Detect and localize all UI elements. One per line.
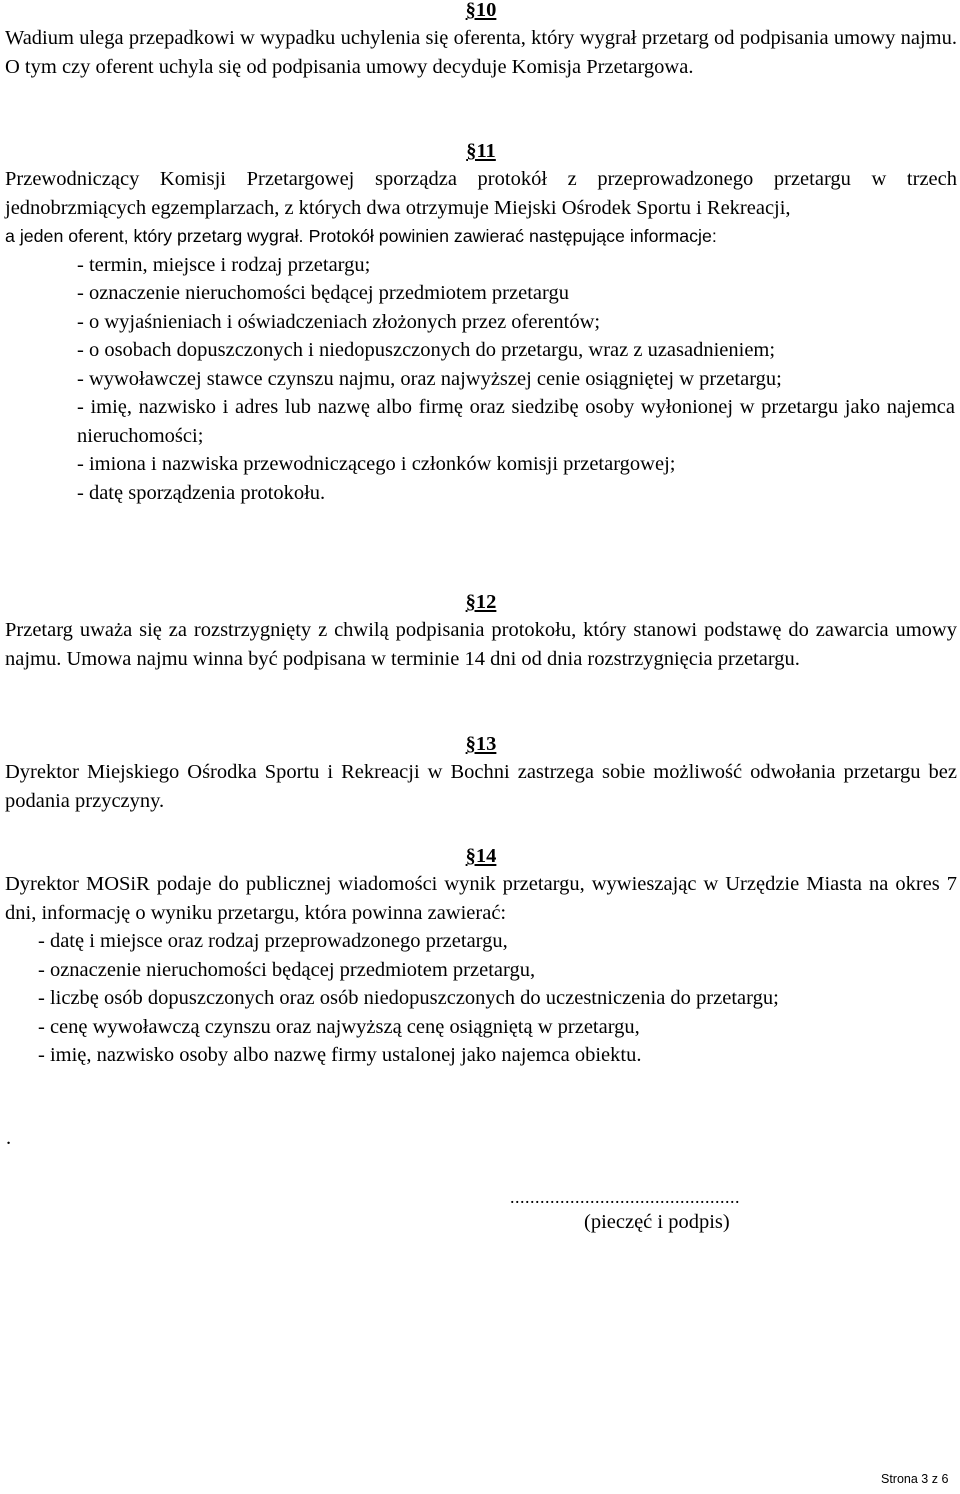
list-item: - termin, miejsce i rodzaj przetargu; — [77, 253, 371, 276]
list-item: - datę i miejsce oraz rodzaj przeprowadzonego przetargu, — [38, 930, 508, 952]
list-item: - oznaczenie nieruchomości będącej przedmiotem przetargu, — [38, 958, 536, 981]
section-heading: §10 — [465, 0, 497, 21]
list-item: - imię, nazwisko i adres lub nazwę albo firmę oraz siedzibę osoby wyłonionej w przetargu jako najemca nieruchomości; — [77, 396, 955, 447]
section-text: Przetarg uważa się za rozstrzygnięty z chwilą podpisania protokołu, który stanowi podstawę do zawarcia umowy najmu. Umowa najmu winna być podpisana w terminie 14 dni od dnia rozstrzygnięcia przetargu. — [5, 619, 957, 670]
section-text: Dyrektor MOSiR podaje do publicznej wiadomości wynik przetargu, wywieszając w Urzędzie Miasta na okres 7 dni, informację o wyniku przetargu, która powinna zawierać: — [5, 873, 957, 924]
section-10 — [5, 0, 957, 81]
section-14 — [5, 842, 957, 1070]
list-item: - imiona i nazwiska przewodniczącego i członków komisji przetargowej; — [77, 453, 676, 475]
list-item: - imię, nazwisko osoby albo nazwę firmy ustalonej jako najemca obiektu. — [38, 1044, 642, 1066]
section-heading: §11 — [466, 140, 496, 162]
section-heading: §14 — [465, 845, 497, 867]
section-text: Przewodniczący Komisji Przetargowej sporządza protokół z przeprowadzonego przetargu w trzech jednobrzmiących egzemplarzach, z których dwa otrzymuje Miejski Ośrodek Sportu i Rekreacji, — [5, 168, 957, 219]
section-13 — [5, 730, 957, 815]
list-item: - o wyjaśnieniach i oświadczeniach złożonych przez oferentów; — [77, 310, 601, 333]
signature-line: .............................................. — [510, 1187, 740, 1207]
section-12 — [5, 588, 957, 673]
section-11 — [5, 137, 957, 507]
protocol-items — [5, 251, 955, 508]
list-item: - datę sporządzenia protokołu. — [77, 481, 326, 504]
information-items — [5, 927, 957, 1070]
stray-dot: . — [6, 1127, 12, 1149]
section-text-continued: a jeden oferent, który przetarg wygrał. Protokół powinien zawierać następujące informacje: — [5, 226, 717, 246]
section-heading: §12 — [465, 591, 497, 613]
section-text: Dyrektor Miejskiego Ośrodka Sportu i Rekreacji w Bochni zastrzega sobie możliwość odwołania przetargu bez podania przyczyny. — [5, 761, 957, 812]
list-item: - o osobach dopuszczonych i niedopuszczonych do przetargu, wraz z uzasadnieniem; — [77, 339, 776, 361]
list-item: - liczbę osób dopuszczonych oraz osób niedopuszczonych do uczestniczenia do przetargu; — [38, 987, 779, 1009]
section-heading: §13 — [465, 733, 497, 755]
list-item: - wywoławczej stawce czynszu najmu, oraz najwyższej cenie osiągniętej w przetargu; — [77, 367, 782, 390]
signature-label: (pieczęć i podpis) — [584, 1211, 730, 1233]
list-item: - cenę wywoławczą czynszu oraz najwyższą cenę osiągniętą w przetargu, — [38, 1015, 640, 1038]
list-item: - oznaczenie nieruchomości będącej przedmiotem przetargu — [77, 282, 569, 304]
section-text: Wadium ulega przepadkowi w wypadku uchylenia się oferenta, który wygrał przetarg od podpisania umowy najmu. O tym czy oferent uchyla się od podpisania umowy decyduje Komisja Przetargowa. — [5, 27, 957, 78]
page-number: Strona 3 z 6 — [881, 1472, 949, 1486]
